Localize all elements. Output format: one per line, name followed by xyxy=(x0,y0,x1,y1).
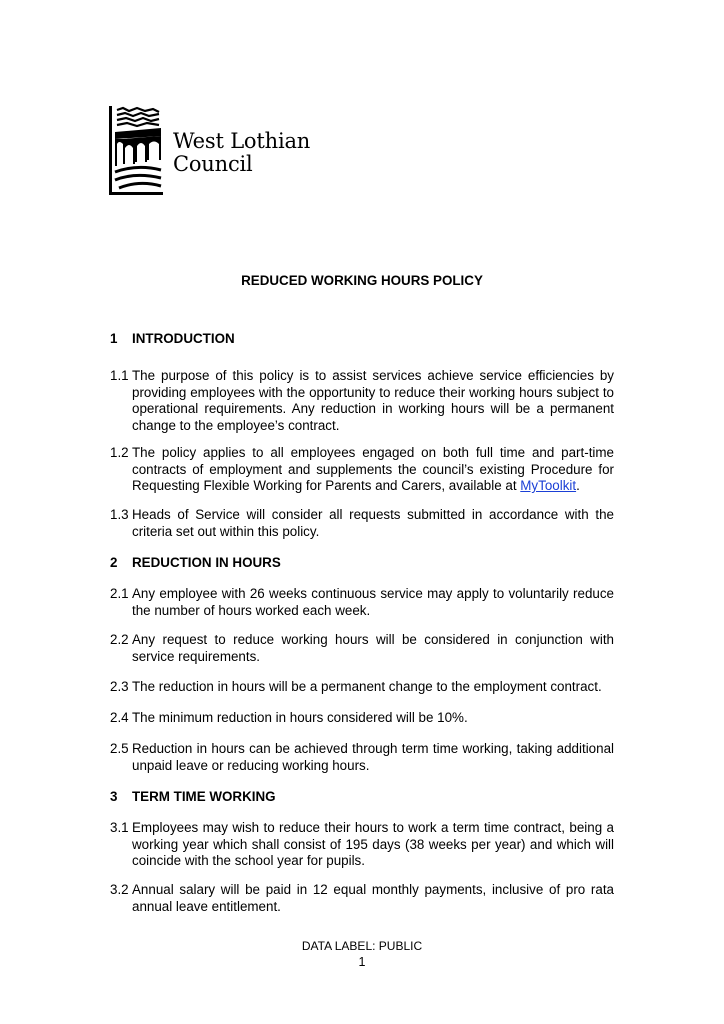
paragraph-1-2 xyxy=(110,445,614,495)
logo-line-1: West Lothian xyxy=(173,129,311,153)
paragraph-text: The purpose of this policy is to assist services achieve service efficiencies by providing employees with the opportunity to reduce their working hours subject to operational requirements. Any reduction in working hours will be a permanent change to the employee’s contract. xyxy=(132,368,614,433)
section-heading-introduction xyxy=(110,331,235,346)
council-wordmark xyxy=(173,130,310,176)
paragraph-body: The policy applies to all employees engaged on both full time and part-time contracts of employment and supplements the council’s existing Procedure for Requesting Flexible Working for Parents and Carers, available at xyxy=(132,445,614,493)
paragraph-2-3 xyxy=(110,679,614,696)
viaduct-emblem-icon xyxy=(109,106,163,196)
paragraph-3-2 xyxy=(110,882,614,915)
page-number: 1 xyxy=(358,955,366,969)
paragraph-text: Any request to reduce working hours will be considered in conjunction with service requirements. xyxy=(132,632,614,664)
paragraph-1-3 xyxy=(110,507,614,540)
council-logo xyxy=(109,106,314,196)
section-title: REDUCTION IN HOURS xyxy=(132,555,281,570)
paragraph-2-4 xyxy=(110,710,614,727)
paragraph-text: Heads of Service will consider all requests submitted in accordance with the criteria set out within this policy. xyxy=(132,507,614,539)
paragraph-text: Employees may wish to reduce their hours to work a term time contract, being a working year which shall consist of 195 days (38 weeks per year) and which will coincide with the school year for pupils. xyxy=(132,820,614,868)
paragraph-text: Reduction in hours can be achieved through term time working, taking additional unpaid leave or reducing working hours. xyxy=(132,741,614,773)
paragraph-end: . xyxy=(576,478,580,493)
paragraph-text: Any employee with 26 weeks continuous service may apply to voluntarily reduce the number of hours worked each week. xyxy=(132,586,614,618)
paragraph-number: 2.5 xyxy=(110,741,129,756)
section-title: INTRODUCTION xyxy=(132,331,235,346)
paragraph-number: 1.3 xyxy=(110,507,129,522)
paragraph-number: 2.2 xyxy=(110,632,129,647)
paragraph-number: 3.1 xyxy=(110,820,129,835)
section-title: TERM TIME WORKING xyxy=(132,789,276,804)
paragraph-number: 1.1 xyxy=(110,368,129,383)
paragraph-text: The minimum reduction in hours considered will be 10%. xyxy=(132,710,468,725)
paragraph-text: The reduction in hours will be a permanent change to the employment contract. xyxy=(132,679,602,694)
paragraph-number: 1.2 xyxy=(110,445,129,460)
paragraph-2-1 xyxy=(110,586,614,619)
paragraph-number: 2.3 xyxy=(110,679,129,694)
paragraph-number: 2.1 xyxy=(110,586,129,601)
document-title: REDUCED WORKING HOURS POLICY xyxy=(241,273,483,288)
mytoolkit-link[interactable]: MyToolkit xyxy=(520,478,577,493)
section-heading-reduction-in-hours xyxy=(110,555,281,570)
section-number: 1 xyxy=(110,331,118,346)
data-label-footer: DATA LABEL: PUBLIC xyxy=(301,939,423,953)
logo-line-2: Council xyxy=(173,152,253,176)
paragraph-number: 3.2 xyxy=(110,882,129,897)
section-heading-term-time-working xyxy=(110,789,276,804)
paragraph-number: 2.4 xyxy=(110,710,129,725)
paragraph-2-2 xyxy=(110,632,614,665)
paragraph-text: Annual salary will be paid in 12 equal monthly payments, inclusive of pro rata annual leave entitlement. xyxy=(132,882,614,914)
paragraph-1-1 xyxy=(110,368,614,434)
paragraph-text xyxy=(132,445,614,495)
paragraph-2-5 xyxy=(110,741,614,774)
section-number: 2 xyxy=(110,555,118,570)
section-number: 3 xyxy=(110,789,118,804)
paragraph-3-1 xyxy=(110,820,614,870)
